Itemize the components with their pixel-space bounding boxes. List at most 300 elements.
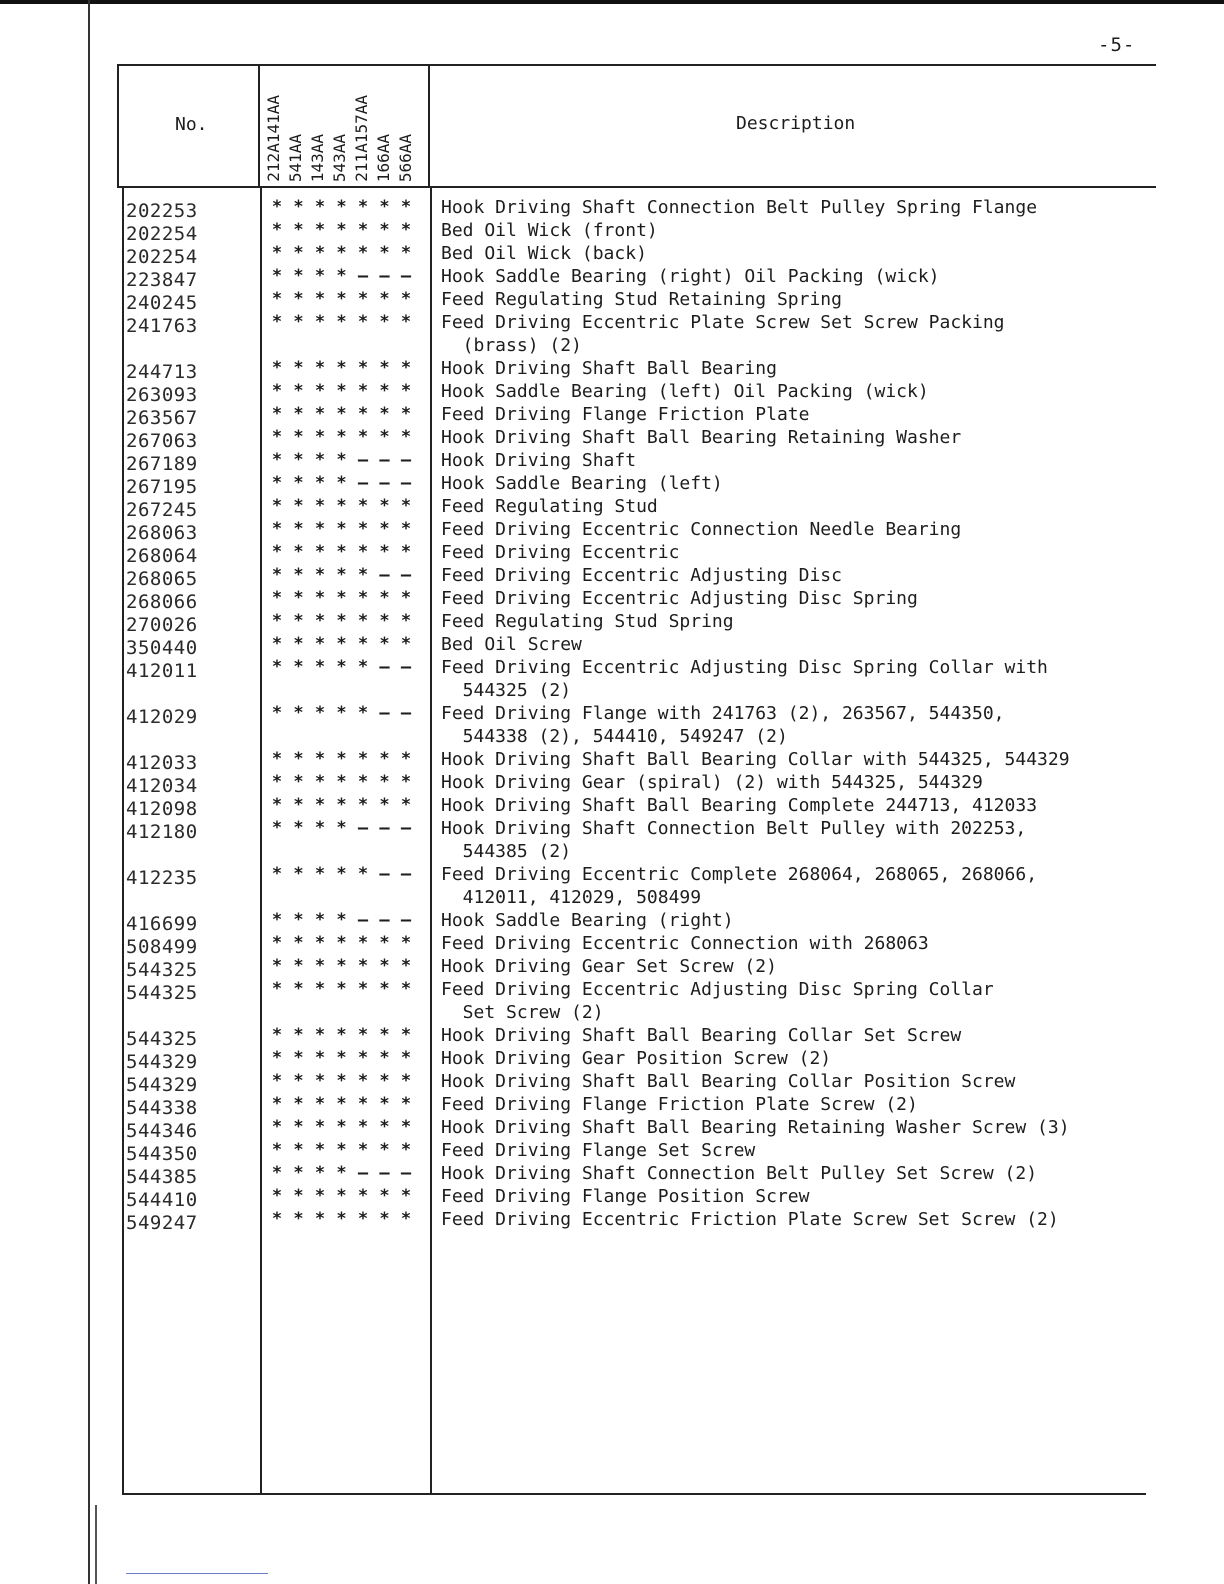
part-number: 240245: [126, 292, 198, 314]
applies-mark: *: [314, 1163, 326, 1183]
applies-mark: *: [379, 1071, 390, 1091]
model-marks: [270, 1070, 420, 1092]
applies-mark: *: [336, 1209, 347, 1229]
not-applicable-mark: –: [379, 864, 390, 884]
applies-mark: *: [357, 1140, 369, 1160]
part-number: 263093: [126, 384, 198, 406]
applies-mark: *: [357, 588, 369, 608]
applies-mark: *: [379, 956, 390, 976]
applies-mark: *: [379, 289, 390, 309]
top-rule: [0, 0, 1224, 4]
part-number: 223847: [126, 269, 198, 291]
applies-mark: *: [293, 588, 304, 608]
applies-mark: *: [357, 956, 369, 976]
applies-mark: *: [400, 312, 412, 332]
model-marks: [270, 863, 420, 885]
part-number: 544325: [126, 1028, 198, 1050]
applies-mark: *: [336, 956, 347, 976]
applies-mark: *: [271, 289, 283, 309]
applies-mark: *: [379, 749, 390, 769]
model-marks: [270, 380, 420, 402]
applies-mark: *: [357, 611, 369, 631]
part-number: 412029: [126, 706, 198, 728]
applies-mark: *: [293, 1117, 304, 1137]
part-number: 544325: [126, 959, 198, 981]
applies-mark: *: [314, 657, 326, 677]
applies-mark: *: [293, 266, 304, 286]
applies-mark: *: [271, 979, 283, 999]
part-description: Bed Oil Wick (front): [441, 220, 658, 241]
part-description: Hook Driving Shaft Ball Bearing Collar Set Screw: [441, 1025, 962, 1046]
applies-mark: *: [336, 496, 347, 516]
applies-mark: *: [271, 956, 283, 976]
not-applicable-mark: –: [379, 1163, 390, 1183]
not-applicable-mark: –: [357, 473, 369, 493]
applies-mark: *: [400, 1071, 412, 1091]
applies-mark: *: [400, 749, 412, 769]
part-number: 202253: [126, 200, 198, 222]
model-marks: [270, 587, 420, 609]
applies-mark: *: [314, 381, 326, 401]
part-number: 544346: [126, 1120, 198, 1142]
part-description: Feed Driving Flange with 241763 (2), 263567, 544350, 544338 (2), 544410, 549247 (2): [441, 703, 1005, 747]
applies-mark: *: [336, 1186, 347, 1206]
model-label: 212A141AA: [264, 95, 283, 182]
applies-mark: *: [400, 795, 412, 815]
applies-mark: *: [314, 979, 326, 999]
applies-mark: *: [271, 473, 283, 493]
applies-mark: *: [400, 1140, 412, 1160]
applies-mark: *: [336, 358, 347, 378]
applies-mark: *: [336, 795, 347, 815]
model-marks: [270, 978, 420, 1000]
not-applicable-mark: –: [400, 565, 412, 585]
applies-mark: *: [271, 864, 283, 884]
model-marks: [270, 196, 420, 218]
applies-mark: *: [379, 1048, 390, 1068]
not-applicable-mark: –: [400, 1163, 412, 1183]
applies-mark: *: [336, 864, 347, 884]
applies-mark: *: [314, 404, 326, 424]
applies-mark: *: [271, 1140, 283, 1160]
page-number: -5-: [1098, 34, 1136, 56]
applies-mark: *: [271, 565, 283, 585]
applies-mark: *: [379, 358, 390, 378]
left-margin-line-lower: [95, 1505, 97, 1584]
applies-mark: *: [314, 519, 326, 539]
applies-mark: *: [271, 1048, 283, 1068]
applies-mark: *: [357, 542, 369, 562]
applies-mark: *: [293, 772, 304, 792]
applies-mark: *: [293, 864, 304, 884]
applies-mark: *: [293, 1025, 304, 1045]
part-number: 412011: [126, 660, 198, 682]
applies-mark: *: [271, 1209, 283, 1229]
applies-mark: *: [271, 358, 283, 378]
part-description: Feed Driving Eccentric Adjusting Disc: [441, 565, 842, 586]
column-divider-no: [258, 64, 260, 188]
applies-mark: *: [314, 1117, 326, 1137]
part-number: 268063: [126, 522, 198, 544]
applies-mark: *: [293, 933, 304, 953]
applies-mark: *: [400, 956, 412, 976]
part-description: Feed Driving Eccentric Friction Plate Screw Set Screw (2): [441, 1209, 1059, 1230]
part-description: Hook Driving Shaft Ball Bearing Complete 244713, 412033: [441, 795, 1038, 816]
applies-mark: *: [314, 611, 326, 631]
applies-mark: *: [271, 266, 283, 286]
applies-mark: *: [336, 588, 347, 608]
part-number: 544325: [126, 982, 198, 1004]
applies-mark: *: [314, 565, 326, 585]
applies-mark: *: [271, 519, 283, 539]
applies-mark: *: [400, 404, 412, 424]
applies-mark: *: [271, 657, 283, 677]
applies-mark: *: [293, 1140, 304, 1160]
applies-mark: *: [293, 795, 304, 815]
applies-mark: *: [336, 473, 347, 493]
applies-mark: *: [400, 381, 412, 401]
applies-mark: *: [336, 1071, 347, 1091]
part-number: 412180: [126, 821, 198, 843]
applies-mark: *: [357, 772, 369, 792]
applies-mark: *: [357, 864, 369, 884]
applies-mark: *: [314, 1140, 326, 1160]
footer-underline: [126, 1573, 268, 1574]
not-applicable-mark: –: [400, 818, 412, 838]
part-description: Feed Driving Eccentric Plate Screw Set Screw Packing (brass) (2): [441, 312, 1005, 356]
applies-mark: *: [293, 956, 304, 976]
not-applicable-mark: –: [357, 266, 369, 286]
applies-mark: *: [314, 703, 326, 723]
model-marks: [270, 1047, 420, 1069]
part-number: 544410: [126, 1189, 198, 1211]
applies-mark: *: [336, 657, 347, 677]
part-description: Hook Driving Shaft Ball Bearing Retaining Washer Screw (3): [441, 1117, 1070, 1138]
model-marks: [270, 357, 420, 379]
applies-mark: *: [379, 1025, 390, 1045]
model-marks: [270, 449, 420, 471]
applies-mark: *: [379, 197, 390, 217]
part-number: 270026: [126, 614, 198, 636]
applies-mark: *: [271, 427, 283, 447]
applies-mark: *: [336, 450, 347, 470]
applies-mark: *: [271, 933, 283, 953]
part-description: Hook Saddle Bearing (right) Oil Packing (wick): [441, 266, 940, 287]
applies-mark: *: [357, 634, 369, 654]
applies-mark: *: [271, 795, 283, 815]
applies-mark: *: [293, 542, 304, 562]
part-description: Feed Driving Eccentric Connection Needle Bearing: [441, 519, 962, 540]
applies-mark: *: [379, 772, 390, 792]
model-marks: [270, 495, 420, 517]
model-label: 566AA: [396, 133, 415, 182]
applies-mark: *: [379, 979, 390, 999]
applies-mark: *: [336, 933, 347, 953]
applies-mark: *: [314, 312, 326, 332]
applies-mark: *: [357, 197, 369, 217]
applies-mark: *: [336, 1163, 347, 1183]
model-marks: [270, 403, 420, 425]
applies-mark: *: [357, 979, 369, 999]
applies-mark: *: [400, 772, 412, 792]
applies-mark: *: [271, 772, 283, 792]
table-left-border: [117, 64, 119, 188]
part-number: 416699: [126, 913, 198, 935]
applies-mark: *: [357, 1025, 369, 1045]
table-top-border: [117, 64, 1156, 66]
part-description: Feed Driving Eccentric Complete 268064, 268065, 268066, 412011, 412029, 508499: [441, 864, 1038, 908]
applies-mark: *: [293, 381, 304, 401]
applies-mark: *: [314, 358, 326, 378]
applies-mark: *: [336, 220, 347, 240]
applies-mark: *: [293, 1163, 304, 1183]
applies-mark: *: [314, 772, 326, 792]
part-number: 268064: [126, 545, 198, 567]
header-no: No.: [175, 114, 208, 135]
applies-mark: *: [357, 1048, 369, 1068]
model-label: 541AA: [286, 133, 305, 182]
applies-mark: *: [379, 519, 390, 539]
part-description: Hook Saddle Bearing (right): [441, 910, 734, 931]
not-applicable-mark: –: [357, 450, 369, 470]
model-marks: [270, 1116, 420, 1138]
applies-mark: *: [314, 1209, 326, 1229]
applies-mark: *: [336, 243, 347, 263]
applies-mark: *: [314, 1186, 326, 1206]
applies-mark: *: [314, 634, 326, 654]
part-number: 544350: [126, 1143, 198, 1165]
applies-mark: *: [400, 542, 412, 562]
applies-mark: *: [314, 427, 326, 447]
part-description: Feed Regulating Stud Retaining Spring: [441, 289, 842, 310]
part-number: 412098: [126, 798, 198, 820]
model-marks: [270, 1093, 420, 1115]
applies-mark: *: [314, 542, 326, 562]
model-label: 166AA: [374, 133, 393, 182]
applies-mark: *: [293, 496, 304, 516]
applies-mark: *: [271, 1163, 283, 1183]
part-number: 350440: [126, 637, 198, 659]
applies-mark: *: [314, 197, 326, 217]
applies-mark: *: [314, 1048, 326, 1068]
applies-mark: *: [357, 1071, 369, 1091]
applies-mark: *: [357, 404, 369, 424]
applies-mark: *: [400, 933, 412, 953]
not-applicable-mark: –: [400, 910, 412, 930]
not-applicable-mark: –: [357, 910, 369, 930]
applies-mark: *: [293, 749, 304, 769]
applies-mark: *: [293, 1094, 304, 1114]
part-description: Feed Driving Eccentric Connection with 268063: [441, 933, 929, 954]
applies-mark: *: [293, 312, 304, 332]
model-marks: [270, 265, 420, 287]
applies-mark: *: [271, 634, 283, 654]
applies-mark: *: [336, 542, 347, 562]
applies-mark: *: [400, 979, 412, 999]
not-applicable-mark: –: [379, 266, 390, 286]
applies-mark: *: [271, 818, 283, 838]
model-marks: [270, 1185, 420, 1207]
applies-mark: *: [271, 611, 283, 631]
applies-mark: *: [314, 910, 326, 930]
part-description: Feed Regulating Stud Spring: [441, 611, 734, 632]
applies-mark: *: [336, 312, 347, 332]
not-applicable-mark: –: [400, 657, 412, 677]
not-applicable-mark: –: [379, 818, 390, 838]
part-number: 267063: [126, 430, 198, 452]
model-label: 143AA: [308, 133, 327, 182]
model-marks: [270, 288, 420, 310]
applies-mark: *: [314, 864, 326, 884]
part-description: Hook Driving Shaft: [441, 450, 637, 471]
applies-mark: *: [379, 634, 390, 654]
applies-mark: *: [400, 1025, 412, 1045]
applies-mark: *: [314, 795, 326, 815]
applies-mark: *: [336, 266, 347, 286]
applies-mark: *: [357, 289, 369, 309]
column-divider-no-body: [260, 186, 262, 1495]
applies-mark: *: [336, 910, 347, 930]
applies-mark: *: [357, 1094, 369, 1114]
applies-mark: *: [314, 1094, 326, 1114]
applies-mark: *: [336, 197, 347, 217]
not-applicable-mark: –: [379, 565, 390, 585]
applies-mark: *: [379, 1094, 390, 1114]
applies-mark: *: [293, 473, 304, 493]
model-marks: [270, 541, 420, 563]
applies-mark: *: [357, 312, 369, 332]
applies-mark: *: [293, 427, 304, 447]
applies-mark: *: [293, 1209, 304, 1229]
applies-mark: *: [336, 381, 347, 401]
applies-mark: *: [357, 749, 369, 769]
part-number: 244713: [126, 361, 198, 383]
applies-mark: *: [293, 519, 304, 539]
applies-mark: *: [357, 795, 369, 815]
applies-mark: *: [336, 1025, 347, 1045]
applies-mark: *: [357, 933, 369, 953]
applies-mark: *: [336, 772, 347, 792]
applies-mark: *: [293, 703, 304, 723]
model-marks: [270, 909, 420, 931]
applies-mark: *: [357, 358, 369, 378]
part-number: 267245: [126, 499, 198, 521]
applies-mark: *: [379, 427, 390, 447]
applies-mark: *: [400, 427, 412, 447]
applies-mark: *: [271, 404, 283, 424]
column-divider-models-body: [430, 186, 432, 1495]
not-applicable-mark: –: [400, 266, 412, 286]
applies-mark: *: [379, 381, 390, 401]
applies-mark: *: [293, 450, 304, 470]
applies-mark: *: [293, 657, 304, 677]
part-number: 508499: [126, 936, 198, 958]
applies-mark: *: [314, 450, 326, 470]
part-description: Hook Driving Shaft Connection Belt Pulley with 202253, 544385 (2): [441, 818, 1027, 862]
table-bottom-border: [122, 1493, 1146, 1495]
applies-mark: *: [271, 588, 283, 608]
applies-mark: *: [314, 818, 326, 838]
applies-mark: *: [357, 703, 369, 723]
not-applicable-mark: –: [357, 818, 369, 838]
applies-mark: *: [314, 243, 326, 263]
model-marks: [270, 656, 420, 678]
header-description: Description: [736, 113, 856, 134]
applies-mark: *: [293, 358, 304, 378]
applies-mark: *: [314, 266, 326, 286]
model-marks: [270, 771, 420, 793]
applies-mark: *: [379, 542, 390, 562]
applies-mark: *: [400, 611, 412, 631]
part-description: Feed Driving Flange Friction Plate Screw (2): [441, 1094, 918, 1115]
model-marks: [270, 1139, 420, 1161]
applies-mark: *: [379, 611, 390, 631]
part-description: Feed Driving Eccentric Adjusting Disc Spring: [441, 588, 918, 609]
applies-mark: *: [314, 1025, 326, 1045]
part-description: Feed Driving Flange Friction Plate: [441, 404, 810, 425]
applies-mark: *: [271, 243, 283, 263]
part-description: Hook Driving Gear Position Screw (2): [441, 1048, 832, 1069]
applies-mark: *: [379, 243, 390, 263]
applies-mark: *: [400, 519, 412, 539]
applies-mark: *: [293, 289, 304, 309]
table-header-border: [117, 186, 1156, 188]
applies-mark: *: [400, 1048, 412, 1068]
applies-mark: *: [271, 1094, 283, 1114]
not-applicable-mark: –: [400, 864, 412, 884]
applies-mark: *: [357, 565, 369, 585]
part-number: 544329: [126, 1051, 198, 1073]
applies-mark: *: [271, 703, 283, 723]
applies-mark: *: [293, 1071, 304, 1091]
model-marks: [270, 472, 420, 494]
applies-mark: *: [336, 611, 347, 631]
part-number: 202254: [126, 246, 198, 268]
model-marks: [270, 748, 420, 770]
not-applicable-mark: –: [379, 473, 390, 493]
model-marks: [270, 633, 420, 655]
applies-mark: *: [271, 910, 283, 930]
applies-mark: *: [379, 1186, 390, 1206]
applies-mark: *: [336, 1117, 347, 1137]
applies-mark: *: [314, 956, 326, 976]
part-description: Feed Driving Eccentric Adjusting Disc Spring Collar Set Screw (2): [441, 979, 994, 1023]
model-marks: [270, 702, 420, 724]
applies-mark: *: [357, 243, 369, 263]
part-description: Hook Driving Shaft Ball Bearing: [441, 358, 777, 379]
applies-mark: *: [336, 979, 347, 999]
applies-mark: *: [400, 220, 412, 240]
applies-mark: *: [293, 611, 304, 631]
part-description: Feed Driving Eccentric Adjusting Disc Spring Collar with 544325 (2): [441, 657, 1048, 701]
part-description: Bed Oil Wick (back): [441, 243, 647, 264]
part-number: 544385: [126, 1166, 198, 1188]
part-description: Hook Driving Gear (spiral) (2) with 544325, 544329: [441, 772, 983, 793]
part-description: Hook Driving Shaft Ball Bearing Collar with 544325, 544329: [441, 749, 1070, 770]
applies-mark: *: [357, 220, 369, 240]
part-description: Feed Driving Flange Set Screw: [441, 1140, 756, 1161]
applies-mark: *: [336, 404, 347, 424]
applies-mark: *: [271, 749, 283, 769]
applies-mark: *: [314, 473, 326, 493]
left-margin-line: [88, 0, 90, 1584]
part-description: Hook Driving Shaft Connection Belt Pulley Spring Flange: [441, 197, 1038, 218]
applies-mark: *: [271, 450, 283, 470]
not-applicable-mark: –: [379, 703, 390, 723]
model-marks: [270, 1162, 420, 1184]
applies-mark: *: [400, 358, 412, 378]
column-divider-models: [428, 64, 430, 188]
